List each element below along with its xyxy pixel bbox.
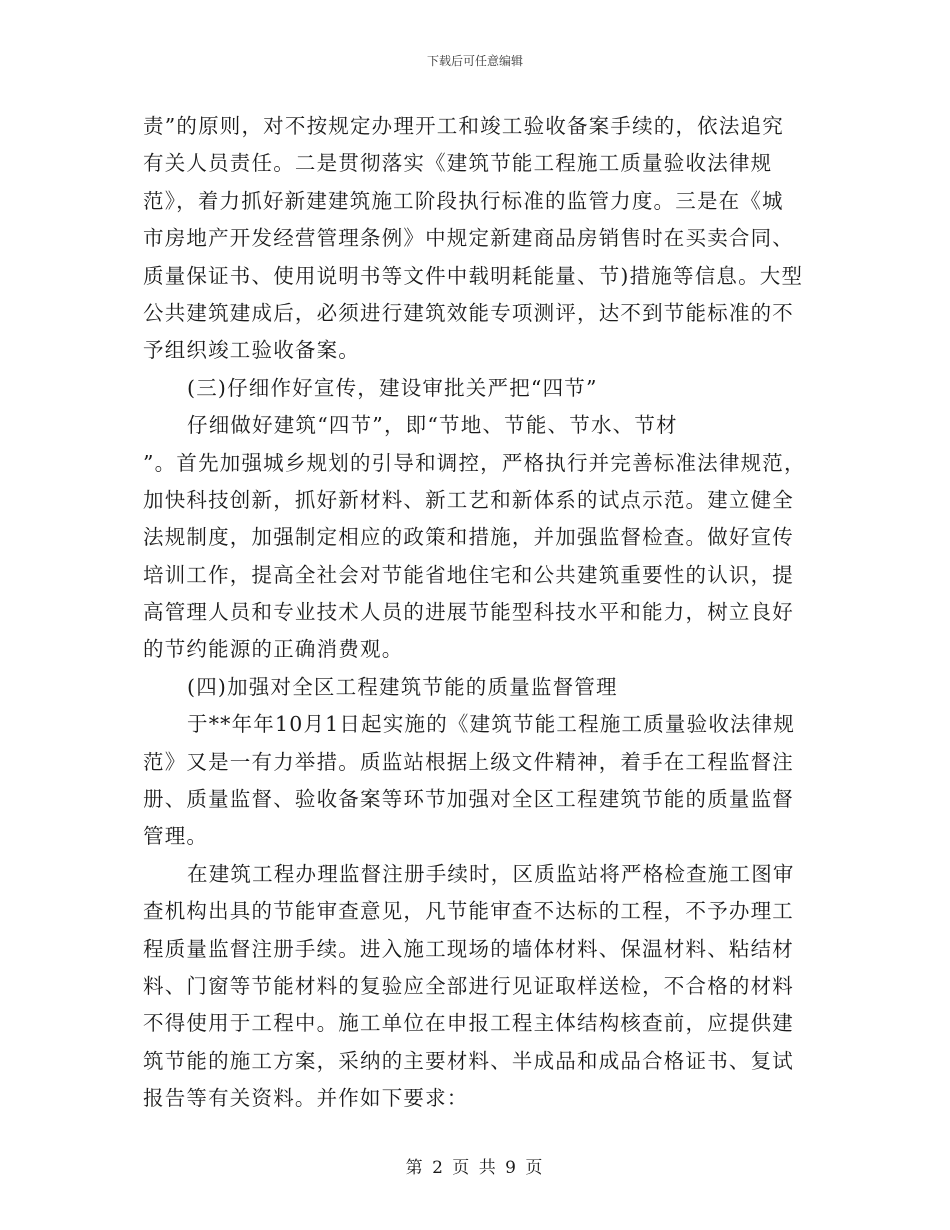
page-header: 下载后可任意编辑 (426, 54, 523, 68)
text-line: 在建筑工程办理监督注册手续时，区质监站将严格检查施工图审 (187, 861, 795, 886)
section-heading: (三)仔细作好宣传，建设审批关严把“四节” (187, 375, 598, 400)
text-line: 市房地产开发经营管理条例》中规定新建商品房销售时在买卖合同、 (143, 226, 794, 251)
page-number: 第 2 页 共 9 页 (405, 1158, 545, 1178)
text-line: 加快科技创新，抓好新材料、新工艺和新体系的试点示范。建立健全 (143, 487, 794, 512)
text-line: 于**年年10月1日起实施的《建筑节能工程施工质量验收法律规 (187, 712, 796, 737)
text-line: 范》，着力抓好新建建筑施工阶段执行标准的监管力度。三是在《城 (143, 188, 784, 213)
text-line: 册、质量监督、验收备案等环节加强对全区工程建筑节能的质量监督 (143, 787, 794, 812)
text-line: 培训工作，提高全社会对节能省地住宅和公共建筑重要性的认识，提 (143, 562, 794, 587)
text-line: 报告等有关资料。并作如下要求： (143, 1086, 469, 1111)
text-line: 的节约能源的正确消费观。 (143, 637, 404, 662)
text-line: 质量保证书、使用说明书等文件中载明耗能量、节)措施等信息。大型 (143, 263, 804, 288)
text-line: 高管理人员和专业技术人员的进展节能型科技水平和能力，树立良好 (143, 600, 794, 625)
text-line: 有关人员责任。二是贯彻落实《建筑节能工程施工质量验收法律规 (143, 151, 773, 176)
text-line: 料、门窗等节能材料的复验应全部进行见证取样送检，不合格的材料 (143, 973, 794, 998)
text-line: 程质量监督注册手续。进入施工现场的墙体材料、保温材料、粘结材 (143, 936, 794, 961)
section-heading: (四)加强对全区工程建筑节能的质量监督管理 (187, 674, 618, 699)
text-line: 责”的原则，对不按规定办理开工和竣工验收备案手续的，依法追究 (143, 114, 784, 138)
text-line: 范》又是一有力举措。质监站根据上级文件精神，着手在工程监督注 (143, 749, 794, 774)
document-body (143, 108, 805, 1118)
text-line: 筑节能的施工方案，采纳的主要材料、半成品和成品合格证书、复试 (143, 1048, 794, 1073)
text-line: 管理。 (143, 824, 209, 849)
text-line: 不得使用于工程中。施工单位在申报工程主体结构核查前，应提供建 (143, 1011, 794, 1036)
text-line: ”。首先加强城乡规划的引导和调控，严格执行并完善标准法律规范， (143, 450, 806, 475)
text-line: 公共建筑建成后，必须进行建筑效能专项测评，达不到节能标准的不 (143, 300, 794, 325)
text-line: 仔细做好建筑“四节”，即“节地、节能、节水、节材 (187, 413, 678, 438)
text-line: 法规制度，加强制定相应的政策和措施，并加强监督检查。做好宣传 (143, 525, 794, 550)
text-line: 查机构出具的节能审查意见，凡节能审查不达标的工程，不予办理工 (143, 899, 794, 924)
text-line: 予组织竣工验收备案。 (143, 338, 360, 363)
